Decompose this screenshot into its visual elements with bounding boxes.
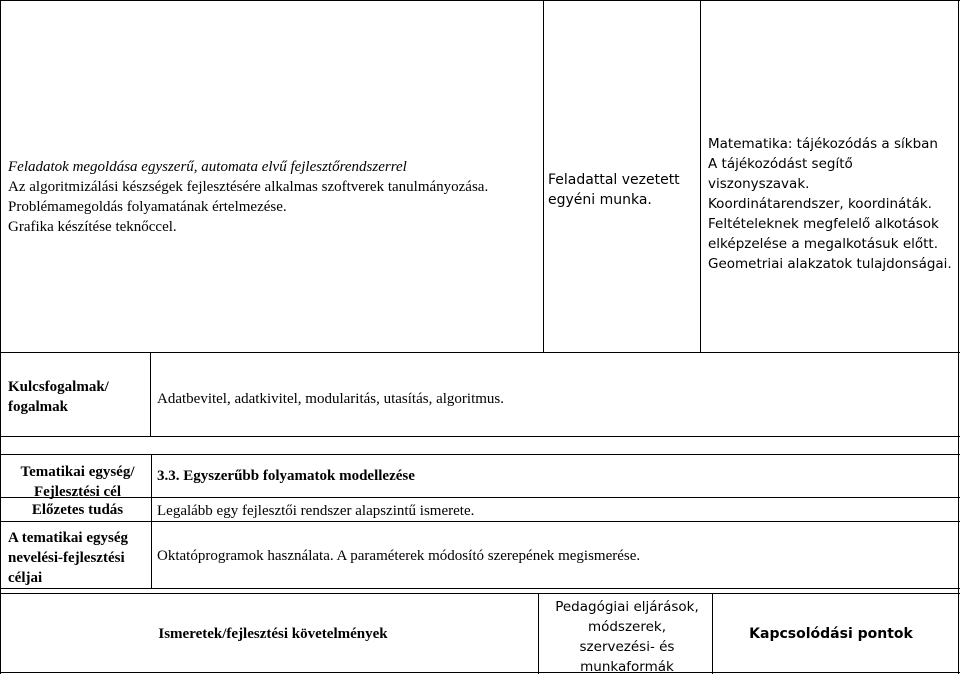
- footer-col-pedagogiai-line: Pedagógiai eljárások,: [555, 599, 699, 615]
- elozetes-value: Legalább egy fejlesztői rendszer alapszintű ismerete.: [157, 503, 475, 519]
- footer-col-ismeretek: Ismeretek/fejlesztési követelmények: [158, 626, 388, 642]
- footer-divider-2: [712, 593, 713, 674]
- subtopic-line: Az algoritmizálási készségek fejlesztésére alkalmas szoftverek tanulmányozása.: [8, 179, 489, 195]
- nevelesi-label-line: nevelési-fejlesztési: [8, 550, 125, 566]
- nevelesi-label-line: A tematikai egység: [8, 530, 128, 546]
- tematikai-label-line: Fejlesztési cél: [33, 484, 122, 500]
- connection-line: A tájékozódást segítő viszonyszavak.: [708, 156, 853, 192]
- subtopic-line: Problémamegoldás folyamatának értelmezése.: [8, 199, 287, 215]
- elozetes-label: Előzetes tudás: [31, 502, 124, 518]
- row1-divider-2: [700, 0, 701, 352]
- tematikai-top-line: [0, 454, 960, 455]
- table-border-bottom: [0, 672, 960, 673]
- footer-col-pedagogiai-line: módszerek,: [587, 619, 667, 635]
- kulcsfogalmak-label-line: Kulcsfogalmak/: [8, 379, 109, 395]
- row1-divider-1: [543, 0, 544, 352]
- tematikai-value: 3.3. Egyszerűbb folyamatok modellezése: [157, 468, 415, 484]
- row1-left-cell: [8, 157, 538, 237]
- connection-line: Geometriai alakzatok tulajdonságai.: [708, 256, 952, 272]
- footer-col-pedagogiai-line: munkaformák: [580, 659, 674, 675]
- nevelesi-label-line: céljai: [8, 570, 43, 586]
- kulcsfogalmak-label: [8, 377, 148, 417]
- kulcs-divider: [150, 352, 151, 437]
- footer-col-kapcsolodasi: Kapcsolódási pontok: [749, 626, 913, 642]
- footer-divider-1: [538, 593, 539, 674]
- connection-line: Koordinátarendszer, koordináták.: [708, 196, 932, 212]
- row1-bottom-line: [0, 352, 960, 353]
- method-line: Feladattal vezetett: [548, 172, 680, 188]
- table-border-left: [0, 0, 1, 674]
- elozetes-bottom-line: [0, 521, 960, 522]
- table-border-top: [0, 0, 960, 1]
- nevelesi-label: [8, 528, 156, 588]
- row1-connection-cell: [708, 134, 958, 274]
- nevelesi-value: Oktatóprogramok használata. A paraméterek módosító szerepének megismerése.: [157, 548, 641, 564]
- subtopic-title: Feladatok megoldása egyszerű, automata elvű fejlesztőrendszerrel: [8, 159, 407, 175]
- table-border-right: [958, 0, 959, 674]
- footer-col-pedagogiai: [543, 597, 711, 677]
- tematikai-label-line: Tematikai egység/: [20, 464, 135, 480]
- footer-top-line: [0, 593, 960, 594]
- tematikai-label: [0, 462, 155, 502]
- kulcs-bottom-line: [0, 436, 960, 437]
- footer-col-pedagogiai-line: szervezési- és: [579, 639, 675, 655]
- kulcsfogalmak-value: Adatbevitel, adatkivitel, modularitás, utasítás, algoritmus.: [157, 391, 505, 407]
- subtopic-line: Grafika készítése teknőccel.: [8, 219, 177, 235]
- kulcsfogalmak-label-line: fogalmak: [8, 399, 68, 415]
- method-line: egyéni munka.: [548, 192, 652, 208]
- nevelesi-bottom-line: [0, 588, 960, 589]
- connection-line: Matematika: tájékozódás a síkban: [708, 136, 938, 152]
- connection-line: Feltételeknek megfelelő alkotások: [708, 216, 939, 232]
- row1-method-cell: [548, 170, 698, 210]
- connection-line: elképzelése a megalkotásuk előtt.: [708, 236, 939, 252]
